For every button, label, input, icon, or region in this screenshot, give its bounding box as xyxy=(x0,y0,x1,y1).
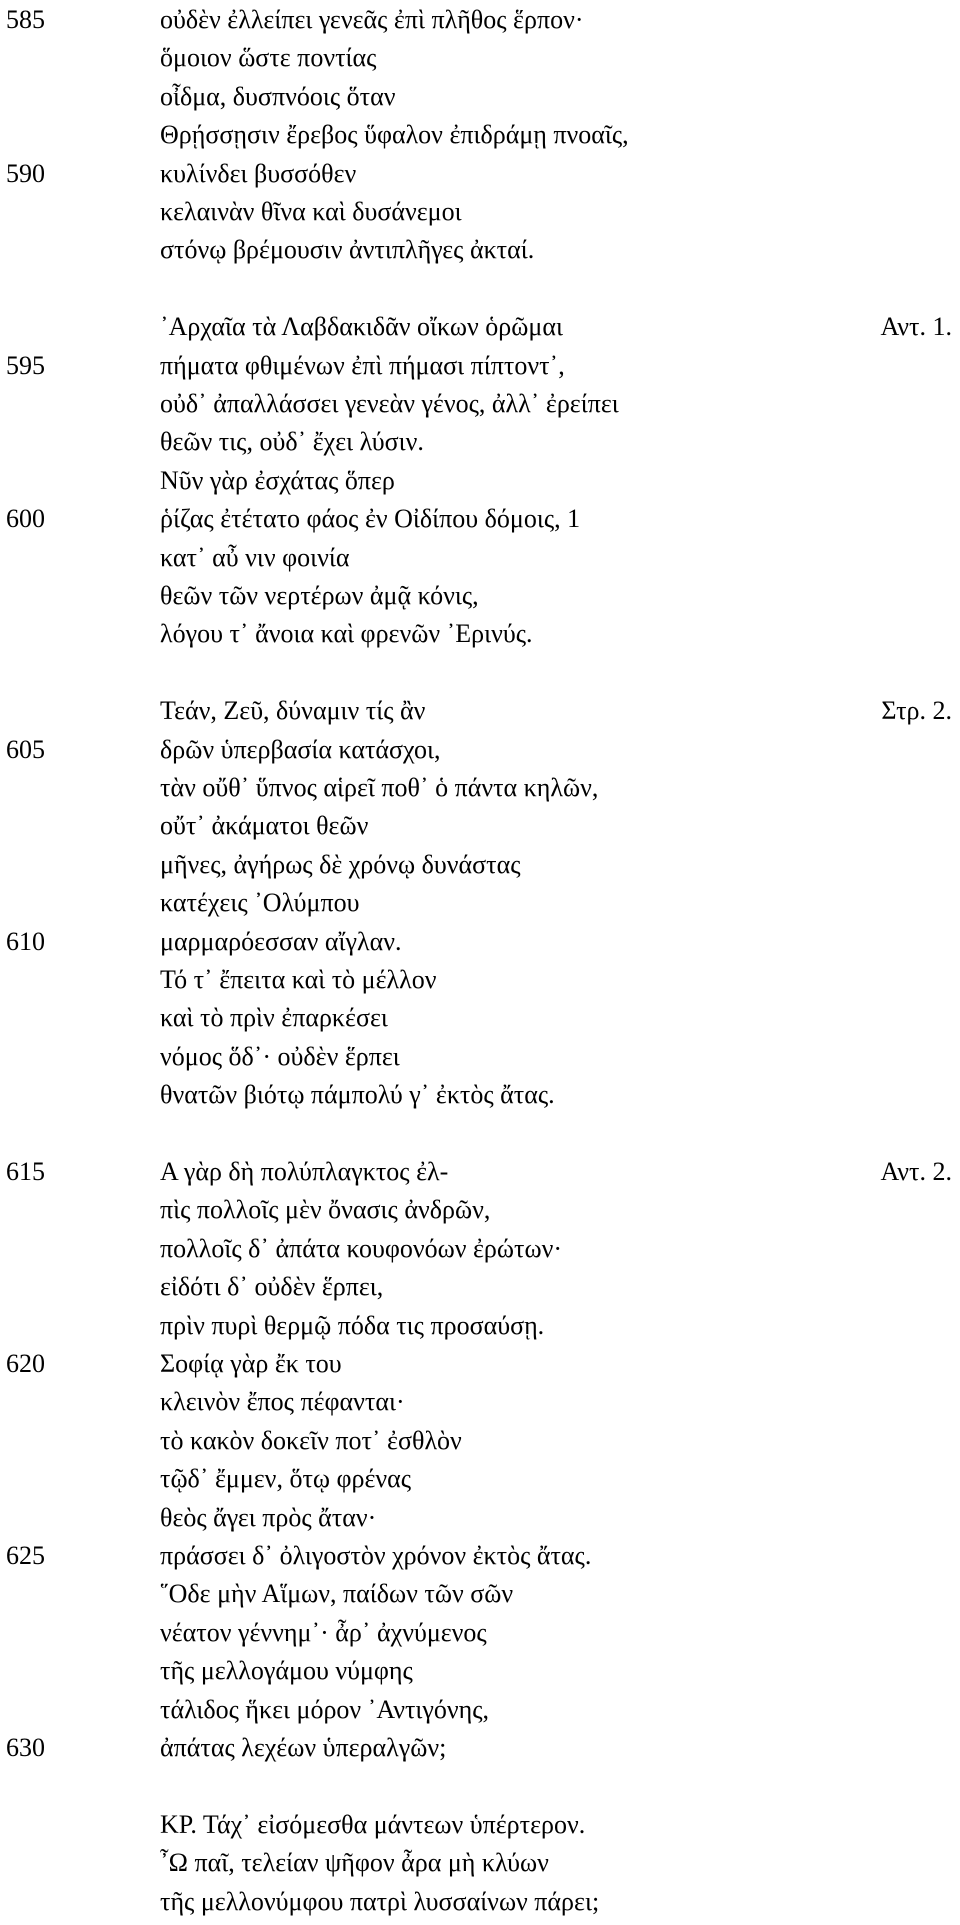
line-number: 610 xyxy=(6,926,45,956)
verse-text: κελαινὰν θῖνα καὶ δυσάνεμοι xyxy=(160,197,462,226)
line-number: 605 xyxy=(6,734,45,764)
verse-text: τῆς μελλονύμφου πατρὶ λυσσαίνων πάρει; xyxy=(160,1886,600,1916)
verse-line xyxy=(0,1459,960,1499)
verse-text: πήματα φθιμένων ἐπὶ πήμασι πίπτοντ᾿, xyxy=(160,350,565,380)
verse-text: πὶς πολλοῖς μὲν ὄνασις ἀνδρῶν, xyxy=(160,1195,491,1225)
verse-line xyxy=(0,1498,960,1538)
verse-line xyxy=(0,192,960,232)
verse-text: στόνῳ βρέμουσιν ἀντιπλῆγες ἀκταί. xyxy=(160,235,535,265)
verse-text: κλεινὸν ἔπος πέφανται· xyxy=(160,1387,405,1417)
verse-line xyxy=(0,461,960,501)
verse-text: θεὸς ἄγει πρὸς ἄταν· xyxy=(160,1502,377,1532)
verse-text: καὶ τὸ πρὶν ἐπαρκέσει xyxy=(160,1003,388,1033)
verse-line xyxy=(0,346,960,386)
verse-line xyxy=(0,1306,960,1346)
verse-line xyxy=(0,614,960,654)
verse-line xyxy=(0,1613,960,1653)
verse-text: Νῦν γὰρ ἐσχάτας ὅπερ xyxy=(160,465,395,495)
verse-line xyxy=(0,1766,960,1806)
verse-text: οὔτ᾿ ἀκάματοι θεῶν xyxy=(160,811,369,841)
verse-text: θνατῶν βιότῳ πάμπολύ γ᾿ ἐκτὸς ἄτας. xyxy=(160,1080,555,1110)
verse-line xyxy=(0,883,960,923)
verse-text: οὐδὲν ἐλλείπει γενεᾶς ἐπὶ πλῆθος ἕρπον· xyxy=(160,5,584,34)
verse-text: κατ᾿ αὖ νιν φοινία xyxy=(160,542,350,572)
stanza-label: Αντ. 1. xyxy=(880,312,952,342)
line-number: 585 xyxy=(6,5,45,34)
verse-line xyxy=(0,1574,960,1614)
line-number: 590 xyxy=(6,158,45,188)
verse-line xyxy=(0,422,960,462)
verse-text: ῥίζας ἐτέτατο φάος ἐν Οἰδίπου δόμοις, 1 xyxy=(160,504,581,534)
line-number: 600 xyxy=(6,504,45,534)
verse-line xyxy=(0,499,960,539)
verse-line xyxy=(0,538,960,578)
verse-line xyxy=(0,1152,960,1192)
line-number: 615 xyxy=(6,1157,45,1186)
verse-line xyxy=(0,960,960,1000)
verse-line xyxy=(0,730,960,770)
verse-line xyxy=(0,154,960,194)
verse-line xyxy=(0,845,960,885)
verse-line xyxy=(0,230,960,270)
verse-line xyxy=(0,1344,960,1384)
verse-line xyxy=(0,922,960,962)
verse-text: μῆνες, ἀγήρως δὲ χρόνῳ δυνάστας xyxy=(160,849,521,879)
verse-line xyxy=(0,1651,960,1691)
verse-text: οἶδμα, δυσπνόοις ὅταν xyxy=(160,81,396,111)
verse-text: πολλοῖς δ᾿ ἀπάτα κουφονόων ἐρώτων· xyxy=(160,1233,562,1263)
verse-text: ᾿Αρχαῖα τὰ Λαβδακιδᾶν οἴκων ὁρῶμαι xyxy=(160,312,563,342)
verse-text: ΚΡ. Τάχ᾿ εἰσόμεσθα μάντεων ὑπέρτερον. xyxy=(160,1809,586,1839)
verse-line xyxy=(0,576,960,616)
verse-line xyxy=(0,1037,960,1077)
stanza-label: Αντ. 2. xyxy=(880,1157,952,1186)
verse-text: κυλίνδει βυσσόθεν xyxy=(160,158,357,188)
verse-text: θεῶν τις, οὐδ᾿ ἔχει λύσιν. xyxy=(160,427,424,457)
verse-text: τῆς μελλογάμου νύμφης xyxy=(160,1656,413,1686)
verse-text: κατέχεις ᾿Ολύμπου xyxy=(160,888,360,918)
verse-line xyxy=(0,1536,960,1576)
verse-text: πράσσει δ᾿ ὀλιγοστὸν χρόνον ἐκτὸς ἄτας. xyxy=(160,1541,592,1570)
verse-text: Τεάν, Ζεῦ, δύναμιν τίς ἂν xyxy=(160,696,426,726)
verse-line xyxy=(0,307,960,347)
verse-line xyxy=(0,0,960,40)
verse-line xyxy=(0,691,960,731)
verse-text: Θρῄσσῃσιν ἔρεβος ὕφαλον ἐπιδράμῃ πνοαῖς, xyxy=(160,120,629,150)
verse-text: νόμος ὅδ᾿· οὐδὲν ἕρπει xyxy=(160,1041,400,1071)
verse-text: εἰδότι δ᾿ οὐδὲν ἕρπει, xyxy=(160,1272,384,1302)
verse-line xyxy=(0,269,960,309)
verse-line xyxy=(0,77,960,117)
line-number: 630 xyxy=(6,1733,45,1762)
verse-text: μαρμαρόεσσαν αἴγλαν. xyxy=(160,926,402,956)
verse-text: πρὶν πυρὶ θερμῷ πόδα τις προσαύσῃ. xyxy=(160,1310,545,1340)
verse-line xyxy=(0,1843,960,1883)
verse-line xyxy=(0,806,960,846)
verse-text: θεῶν τῶν νερτέρων ἀμᾷ κόνις, xyxy=(160,581,479,610)
verse-text: δρῶν ὑπερβασία κατάσχοι, xyxy=(160,734,441,764)
verse-text: τάλιδος ἥκει μόρον ᾿Αντιγόνης, xyxy=(160,1694,490,1724)
verse-line xyxy=(0,768,960,808)
verse-text: νέατον γέννημ᾿· ἆρ᾿ ἀχνύμενος xyxy=(160,1617,487,1647)
verse-line xyxy=(0,1075,960,1115)
line-number: 620 xyxy=(6,1349,45,1378)
verse-line xyxy=(0,1190,960,1230)
verse-line xyxy=(0,1114,960,1154)
verse-text: Α γὰρ δὴ πολύπλαγκτος ἐλ- xyxy=(160,1157,449,1186)
verse-text: ῏Ω παῖ, τελείαν ψῆφον ἆρα μὴ κλύων xyxy=(160,1848,549,1878)
verse-line xyxy=(0,1267,960,1307)
verse-text: τῷδ᾿ ἔμμεν, ὅτῳ φρένας xyxy=(160,1464,412,1494)
verse-text: ὅμοιον ὥστε ποντίας xyxy=(160,43,377,73)
verse-line xyxy=(0,998,960,1038)
verse-text: οὐδ᾿ ἀπαλλάσσει γενεὰν γένος, ἀλλ᾿ ἐρείπει xyxy=(160,389,619,418)
verse-line xyxy=(0,1382,960,1422)
stanza-label: Στρ. 2. xyxy=(881,696,952,726)
verse-text: Σοφίᾳ γὰρ ἔκ του xyxy=(160,1349,342,1378)
verse-text: ἀπάτας λεχέων ὑπεραλγῶν; xyxy=(160,1733,447,1762)
verse-line xyxy=(0,384,960,424)
verse-line xyxy=(0,115,960,155)
verse-text: τὰν οὔθ᾿ ὕπνος αἱρεῖ ποθ᾿ ὁ πάντα κηλῶν, xyxy=(160,773,599,802)
verse-line xyxy=(0,1805,960,1845)
line-number: 595 xyxy=(6,350,45,380)
verse-line xyxy=(0,1882,960,1922)
verse-line xyxy=(0,653,960,693)
verse-text: ῞Οδε μὴν Αἵμων, παίδων τῶν σῶν xyxy=(160,1579,514,1609)
verse-line xyxy=(0,1728,960,1768)
line-number: 625 xyxy=(6,1541,45,1570)
verse-text: λόγου τ᾿ ἄνοια καὶ φρενῶν ᾿Ερινύς. xyxy=(160,619,533,649)
verse-line xyxy=(0,38,960,78)
verse-text: τὸ κακὸν δοκεῖν ποτ᾿ ἐσθλὸν xyxy=(160,1425,462,1455)
verse-line xyxy=(0,1421,960,1461)
verse-text: Τό τ᾿ ἔπειτα καὶ τὸ μέλλον xyxy=(160,965,437,994)
verse-line xyxy=(0,1690,960,1730)
verse-line xyxy=(0,1229,960,1269)
